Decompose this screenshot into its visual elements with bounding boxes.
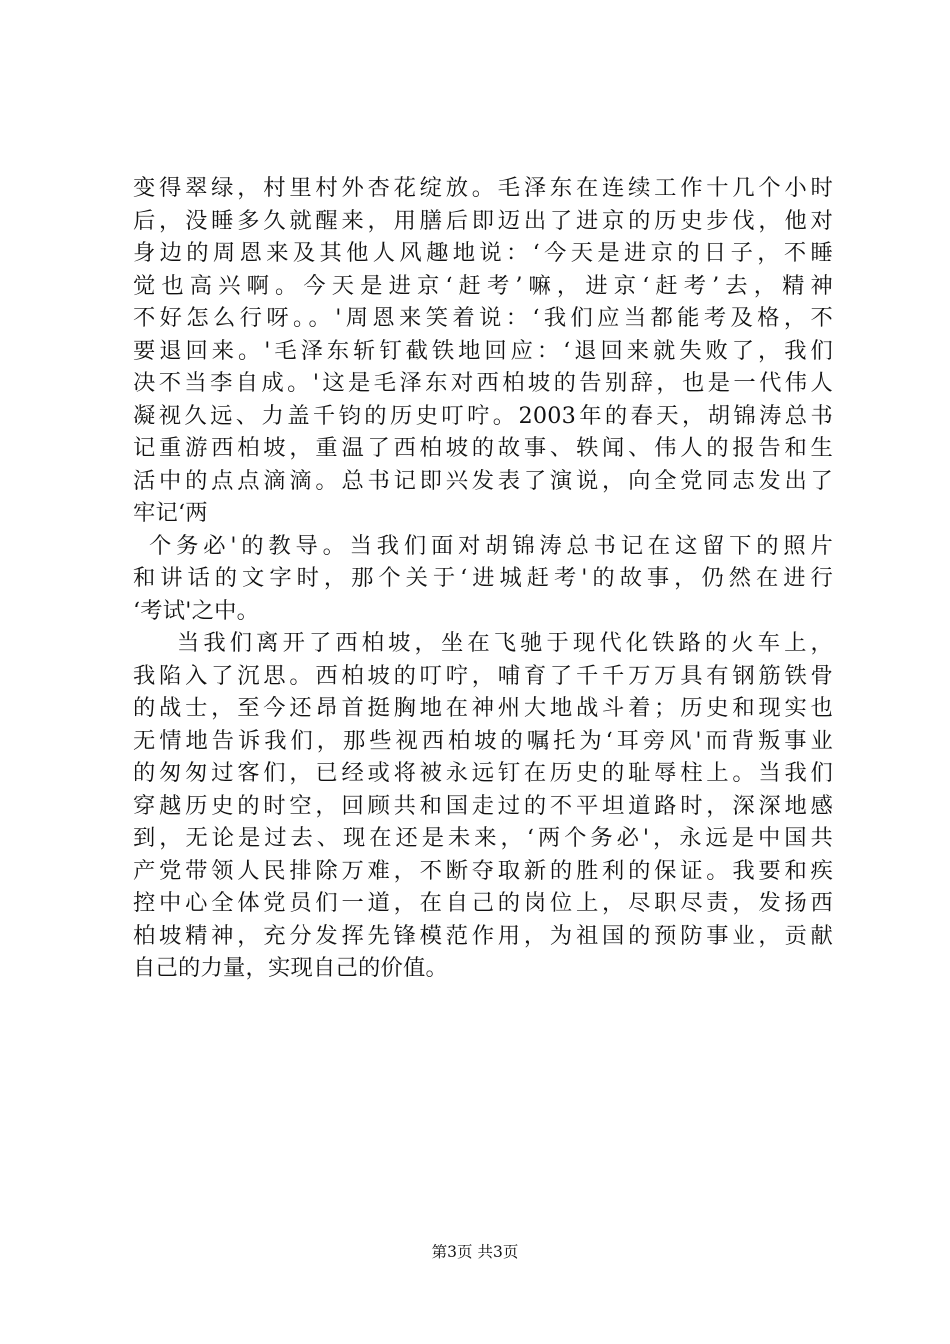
text-line: 无情地告诉我们，那些视西柏坡的嘱托为‘耳旁风'而背叛事业 bbox=[133, 727, 833, 754]
text-line: 觉也高兴啊。今天是进京‘赶考’嘛，进京‘赶考’去，精神 bbox=[133, 272, 833, 299]
text-line: 柏坡精神，充分发挥先锋模范作用，为祖国的预防事业，贡献 bbox=[133, 922, 833, 949]
text-line: 凝视久远、力盖千钧的历史叮咛。2003年的春天，胡锦涛总书 bbox=[133, 402, 833, 429]
text-line: 和讲话的文字时，那个关于‘进城赶考'的故事，仍然在进行 bbox=[133, 565, 833, 591]
text-line: 的战士，至今还昂首挺胸地在神州大地战斗着；历史和现实也 bbox=[133, 695, 833, 721]
text-line: 后，没睡多久就醒来，用膳后即迈出了进京的历史步伐，他对 bbox=[133, 207, 833, 234]
text-line: 活中的点点滴滴。总书记即兴发表了演说，向全党同志发出了 bbox=[133, 467, 833, 494]
text-line: 我陷入了沉思。西柏坡的叮咛，哺育了千千万万具有钢筋铁骨 bbox=[133, 662, 833, 689]
text-line: 穿越历史的时空，回顾共和国走过的不平坦道路时，深深地感 bbox=[133, 792, 833, 819]
text-line: 到，无论是过去、现在还是未来，‘两个务必'，永远是中国共 bbox=[133, 825, 833, 851]
text-line: 决不当李自成。'这是毛泽东对西柏坡的告别辞，也是一代伟人 bbox=[133, 370, 833, 396]
page-number-footer: 第3页 共3页 bbox=[431, 1243, 519, 1261]
text-line: 变得翠绿，村里村外杏花绽放。毛泽东在连续工作十几个小时 bbox=[133, 175, 833, 201]
text-line: ‘考试'之中。 bbox=[133, 597, 260, 624]
text-line: 个务必'的教导。当我们面对胡锦涛总书记在这留下的照片 bbox=[149, 532, 833, 559]
text-line: 控中心全体党员们一道，在自己的岗位上，尽职尽责，发扬西 bbox=[133, 890, 833, 916]
text-line: 不好怎么行呀。。'周恩来笑着说：‘我们应当都能考及格，不 bbox=[133, 305, 833, 331]
text-line: 记重游西柏坡，重温了西柏坡的故事、轶闻、伟人的报告和生 bbox=[133, 435, 833, 461]
body-text bbox=[133, 172, 833, 985]
text-line: 要退回来。'毛泽东斩钉截铁地回应：‘退回来就失败了，我们 bbox=[133, 337, 833, 364]
paragraph-start-line: 当我们离开了西柏坡，坐在飞驰于现代化铁路的火车上， bbox=[177, 630, 833, 656]
text-line: 产党带领人民排除万难，不断夺取新的胜利的保证。我要和疾 bbox=[133, 857, 833, 884]
text-line: 身边的周恩来及其他人风趣地说：‘今天是进京的日子，不睡 bbox=[133, 240, 833, 266]
text-line: 的匆匆过客们，已经或将被永远钉在历史的耻辱柱上。当我们 bbox=[133, 760, 833, 786]
text-line: 牢记‘两 bbox=[133, 500, 208, 526]
text-line: 自己的力量，实现自己的价值。 bbox=[133, 955, 448, 981]
